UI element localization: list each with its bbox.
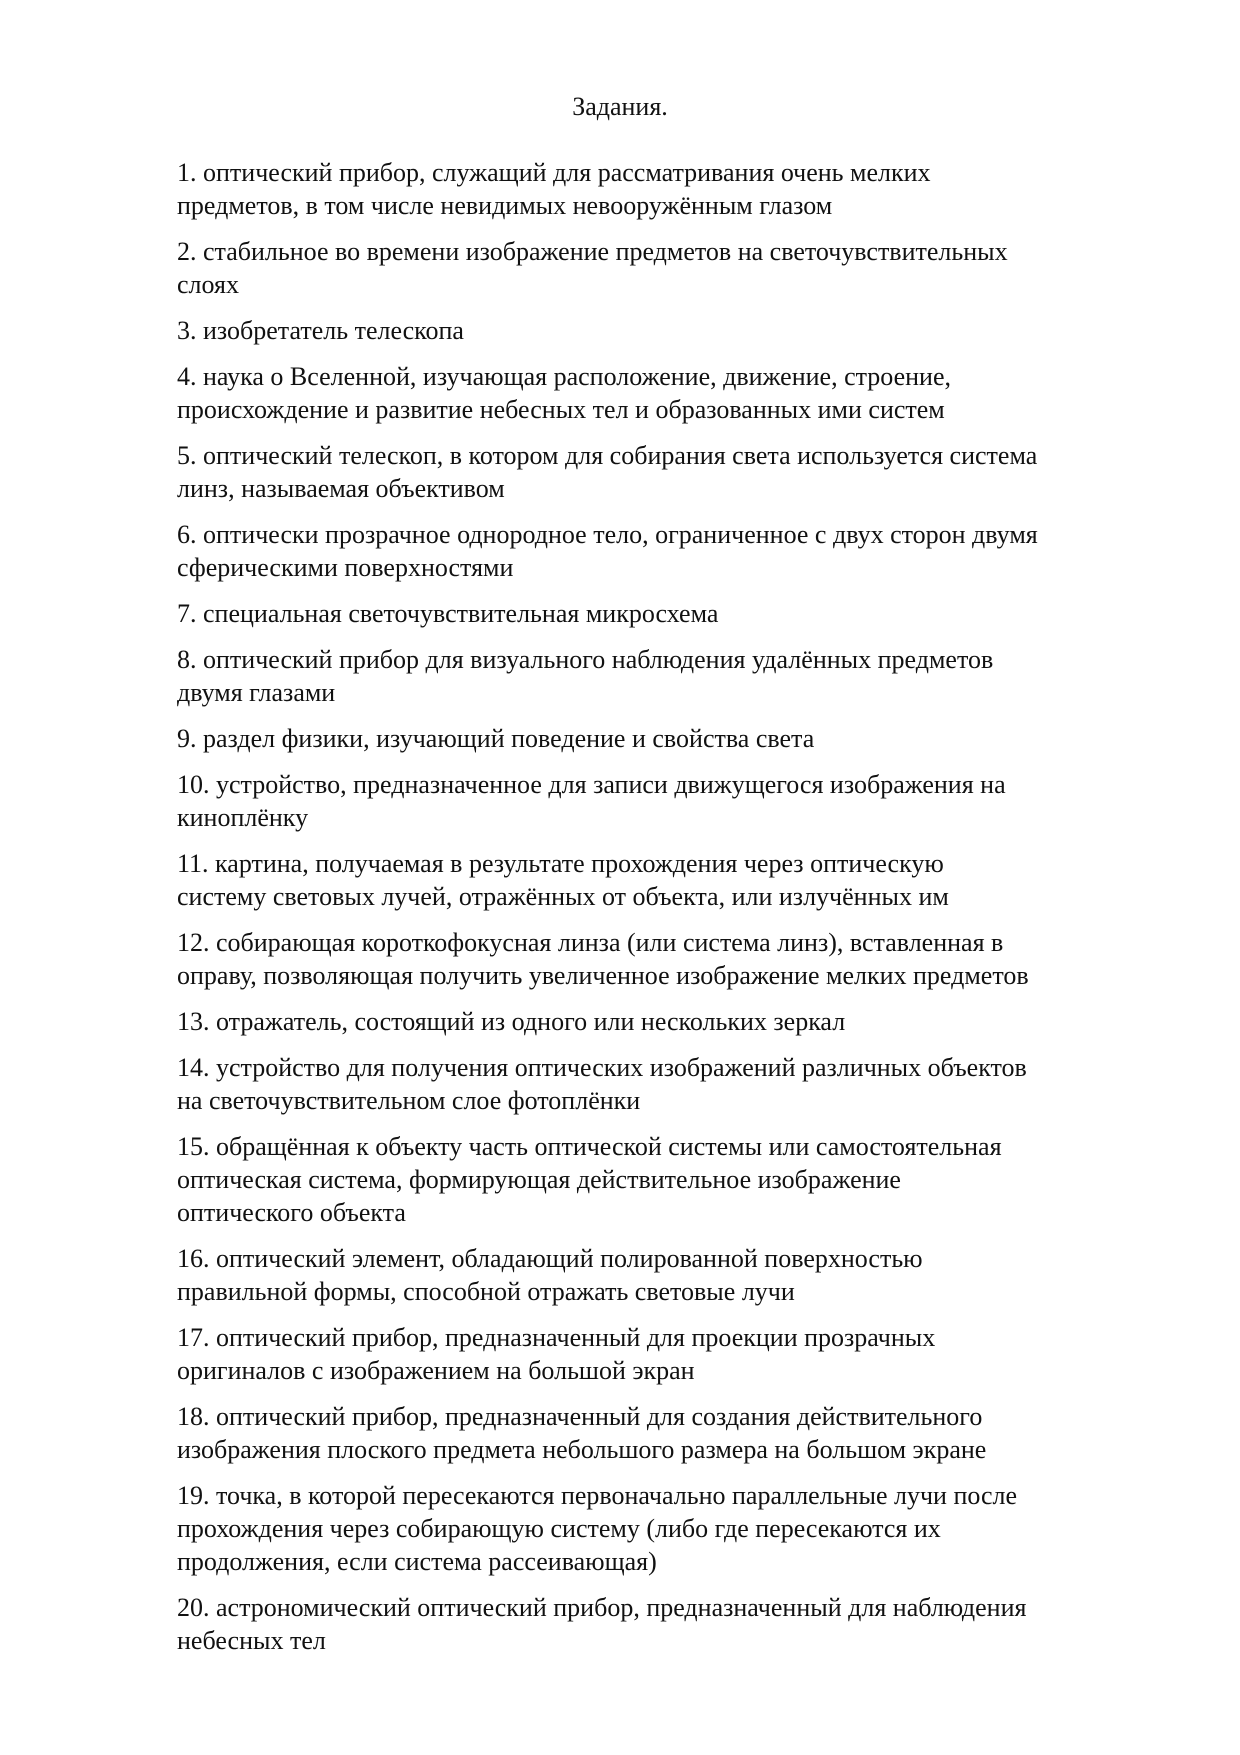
task-item: 19. точка, в которой пересекаются первоначально параллельные лучи после прохождения через собирающую систему (либо где пересекаются их продолжения, если система рассеивающая) bbox=[177, 1481, 1018, 1576]
task-item: 4. наука о Вселенной, изучающая расположение, движение, строение, происхождение и развитие небесных тел и образованных ими систем bbox=[177, 362, 952, 424]
task-item: 7. специальная светочувствительная микросхема bbox=[177, 599, 719, 628]
task-item: 2. стабильное во времени изображение предметов на светочувствительных слоях bbox=[177, 237, 1008, 299]
task-item: 20. астрономический оптический прибор, предназначенный для наблюдения небесных тел bbox=[177, 1593, 1027, 1655]
task-item: 13. отражатель, состоящий из одного или нескольких зеркал bbox=[177, 1007, 846, 1036]
task-item: 9. раздел физики, изучающий поведение и свойства света bbox=[177, 724, 815, 753]
task-list bbox=[177, 156, 1157, 1670]
task-item: 6. оптически прозрачное однородное тело, ограниченное с двух сторон двумя сферическими поверхностями bbox=[177, 520, 1038, 582]
task-item: 15. обращённая к объекту часть оптической системы или самостоятельная оптическая система, формирующая действительное изображение оптического объекта bbox=[177, 1132, 1002, 1227]
task-item: 18. оптический прибор, предназначенный для создания действительного изображения плоского предмета небольшого размера на большом экране bbox=[177, 1402, 987, 1464]
task-item: 14. устройство для получения оптических изображений различных объектов на светочувствительном слое фотоплёнки bbox=[177, 1053, 1027, 1115]
page-title: Задания. bbox=[572, 92, 668, 121]
task-item: 16. оптический элемент, обладающий полированной поверхностью правильной формы, способной отражать световые лучи bbox=[177, 1244, 923, 1306]
task-item: 8. оптический прибор для визуального наблюдения удалённых предметов двумя глазами bbox=[177, 645, 994, 707]
task-item: 12. собирающая короткофокусная линза (или система линз), вставленная в оправу, позволяющая получить увеличенное изображение мелких предметов bbox=[177, 928, 1029, 990]
task-item: 1. оптический прибор, служащий для рассматривания очень мелких предметов, в том числе невидимых невооружённым глазом bbox=[177, 158, 931, 220]
task-item: 17. оптический прибор, предназначенный для проекции прозрачных оригиналов с изображением на большой экран bbox=[177, 1323, 936, 1385]
task-item: 11. картина, получаемая в результате прохождения через оптическую систему световых лучей, отражённых от объекта, или излучённых им bbox=[177, 849, 949, 911]
task-item: 5. оптический телескоп, в котором для собирания света используется система линз, называемая объективом bbox=[177, 441, 1038, 503]
task-item: 3. изобретатель телескопа bbox=[177, 316, 464, 345]
task-item: 10. устройство, предназначенное для записи движущегося изображения на киноплёнку bbox=[177, 770, 1006, 832]
